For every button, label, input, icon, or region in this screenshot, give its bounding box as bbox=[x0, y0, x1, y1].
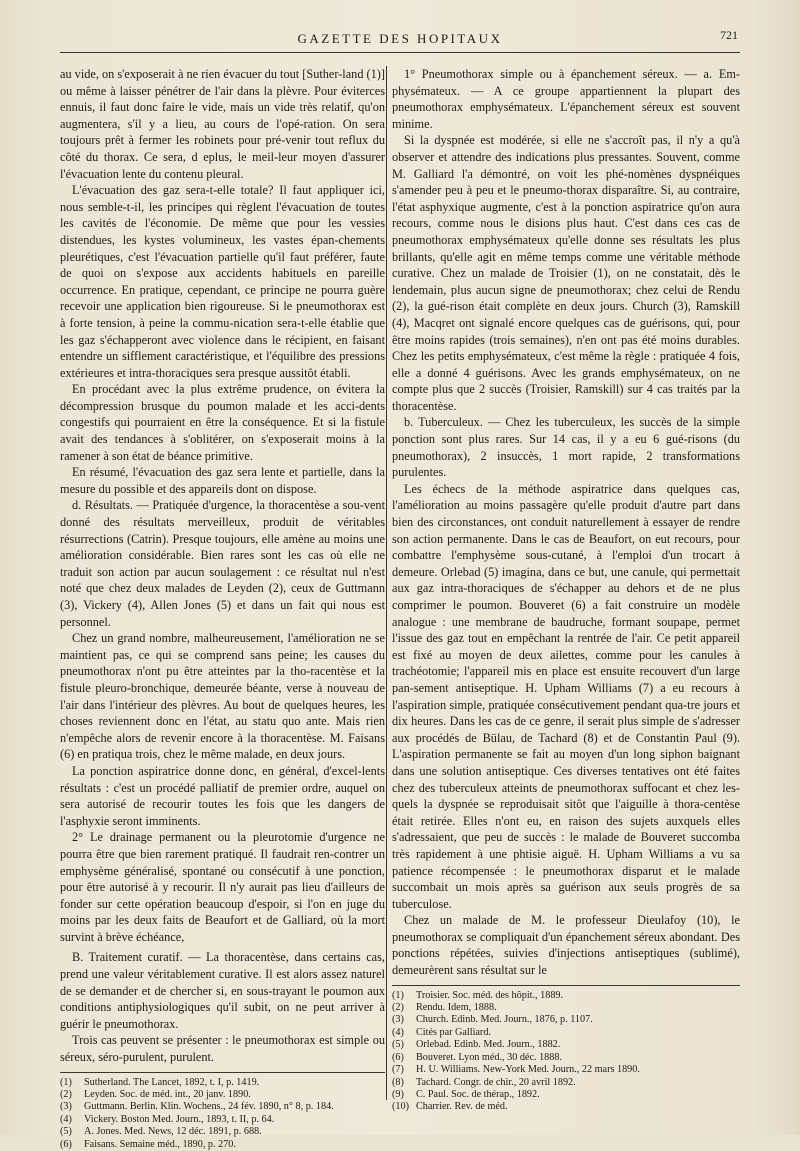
paragraph: b. Tuberculeux. — Chez les tuberculeux, les succès de la simple ponction sont plus rares. Sur 14 cas, il y a eu 6 gué-risons (du pneumothorax), 2 insuccès, 1 mort rapide, 2 transformations purulentes. bbox=[392, 415, 740, 480]
left-column bbox=[60, 66, 385, 1151]
footnote bbox=[392, 1089, 740, 1101]
paragraph: L'évacuation des gaz sera-t-elle totale? Il faut appliquer ici, nous semble-t-il, les principes qui règlent l'évacuation de toutes les cavités de l'économie. De même que pour les vessies distendues, les kystes volumineux, les vastes épan-chements pleurétiques, c'est l'évacuation partielle qu'il faut préférer, faute de quoi on s'expose aux accidents habituels en pareille occurrence. En pratique, cependant, ce principe ne pourra guère recevoir une application bien rigoureuse. Si le pneumothorax est à forte tension, à peine la commu-nication sera-t-elle établie que les gaz s'échapperont avec violence dans le récipient, en faisant entendre un sifflement caractéristique, et l'équilibre des pressions extérieures et intra-thoraciques sera presque aussitôt établi. bbox=[60, 183, 385, 380]
footnote bbox=[392, 1027, 740, 1039]
footnote-text: Rendu. Idem, 1888. bbox=[416, 1002, 497, 1014]
footnote bbox=[60, 1114, 385, 1126]
footnotes bbox=[392, 990, 740, 1114]
footnote-number: (4) bbox=[392, 1026, 404, 1038]
footnote-text: H. U. Williams. New-York Med. Journ., 22 mars 1890. bbox=[416, 1064, 640, 1076]
footnote-text: Cités par Galliard. bbox=[416, 1026, 491, 1038]
paragraph: au vide, on s'exposerait à ne rien évacuer du tout [Suther-land (1)] ou même à laisser pénétrer de l'air dans la plèvre. Pour éviterces ennuis, il faut donc faire le vide, mais un vide très relatif, qu'on augmentera, s'il y a lieu, au cours de l'opé-ration. On sera toujours prêt à fermer les robinets pour pré-venir tout reflux du côté du thorax. Ce sera, d eplus, le meil-leur moyen d'assurer l'évacuation lente du contenu pleural. bbox=[60, 67, 385, 181]
footnote-text: Vickery. Boston Med. Journ., 1893, t. II, p. 64. bbox=[84, 1113, 275, 1125]
footnote-number: (8) bbox=[392, 1076, 404, 1088]
paragraph: En procédant avec la plus extrême prudence, on évitera la décompression brusque du poumon malade et les acci-dents congestifs qui pourraient en être la conséquence. Et si la fistule avait des tendances à s'oblitérer, on s'exposerait moins à la ramener à son état de béance primitive. bbox=[60, 382, 385, 463]
paragraph: Les échecs de la méthode aspiratrice dans quelques cas, l'amélioration au moins passagère qu'elle produit d'autre part dans bien des circonstances, ont conduit naturellement à essayer de rendre son action permanente. Dans le cas de Beaufort, on eut recours, pour combattre l'emphysème sous-cutané, à l'emploi d'un trocart à demeure. Orlebad (5) imagina, dans ce but, une canule, qui permettait aux gaz intra-thoraciques de s'échapper au dehors et de ne plus comprimer le poumon. Bouveret (6) a fait construire un modèle analogue : une membrane de baudruche, formant soupape, permet l'issue des gaz tout en empêchant la rentrée de l'air. Ce petit appareil est fixé au moyen de deux ailettes, comme pour les canules à trachéotomie; l'appareil mis en place est ensuite recouvert d'un large pan-sement antiseptique. H. Upham Williams (7) a eu recours à l'aspiration simple, pratiquée consécutivement pendant qua-tre jours et dix heures. Dans les cas de ce genre, il serait plus simple de s'adresser aux procédés de Bülau, de Tachard (8) et de Constantin Paul (9). L'aspiration permanente se fait au moyen d'un long siphon baignant dans une solution antiseptique. Ces diverses tentatives ont été faites chez des tuberculeux atteints de pneumothorax suffocant et chez les-quels la dyspnée se reproduisait sitôt que l'aiguille à thora-centèse était retirée. Elles n'ont eu, en raison des sujets auxquels elles s'adressaient, que peu de succès : le malade de Bouveret succomba très rapidement à une phtisie aiguë. H. Upham Williams a vu sa patience récompensée : le pneumothorax disparut et le malade succombait un mois après sa guérison aux seuls progrès de sa tuberculose. bbox=[392, 481, 740, 911]
header-rule bbox=[60, 52, 740, 53]
column-divider bbox=[386, 66, 387, 1100]
journal-title: GAZETTE DES HOPITAUX bbox=[297, 31, 503, 46]
footnote bbox=[392, 1077, 740, 1089]
footnote-number: (2) bbox=[392, 1002, 404, 1014]
footnote bbox=[392, 1002, 740, 1014]
footnote-number: (6) bbox=[392, 1051, 404, 1063]
footnote-number: (4) bbox=[60, 1113, 72, 1125]
footnote-number: (1) bbox=[60, 1076, 72, 1088]
footnote-text: Church. Edinb. Med. Journ., 1876, p. 1107. bbox=[416, 1014, 593, 1026]
footnote-text: Orlebad. Edinb. Med. Journ., 1882. bbox=[416, 1039, 561, 1051]
footnote bbox=[60, 1126, 385, 1138]
footnote bbox=[392, 1014, 740, 1026]
footnote-number: (5) bbox=[60, 1126, 72, 1138]
paragraph: B. Traitement curatif. — La thoracentèse, dans certains cas, prend une valeur véritablement curative. Il est alors assez naturel de se demander et de chercher si, en sous-trayant le poumon aux conditions antiphysiologiques qu'il subit, on ne peut arriver à guérir le pneumothorax. bbox=[60, 950, 385, 1031]
footnote-rule bbox=[60, 1072, 385, 1073]
footnote bbox=[60, 1077, 385, 1089]
footnote-text: Faisans. Semaine méd., 1890, p. 270. bbox=[84, 1138, 236, 1150]
paragraph: Si la dyspnée est modérée, si elle ne s'accroît pas, il n'y a qu'à observer et attendre des indications plus pressantes. Souvent, comme M. Galliard l'a démontré, on voit les phé-nomènes dyspnéiques s'amender peu à peu et le pneumo-thorax disparaître. Si, au contraire, l'état asphyxique augmente, c'est à la ponction aspiratrice qu'on aura recours, comme nous le disions plus haut. C'est dans ces cas de pneumothorax emphysémateux qu'elle donne ses résultats les plus brillants, qu'elle agit en même temps comme une véritable méthode curative. Chez un malade de Troisier (1), on ne constatait, dès le lendemain, plus aucun signe de pneumothorax; chez celui de Rendu (2), la gué-rison était complète en deux jours. Church (3), Ramskill (4), Macqret ont signalé encore quelques cas de guérisons, qui, pour être moins rapides (trois semaines), n'en ont pas été moins durables. Chez les petits emphysémateux, c'est même la règle : pratiquée 4 fois, elle a donné 4 guérisons. Avec les grands emphysémateux, on ne compte plus que 2 succès (Troisier, Ramskill) sur 4 cas traités par la thoracentèse. bbox=[392, 133, 740, 413]
paragraph: En résumé, l'évacuation des gaz sera lente et partielle, dans la mesure du possible et des appareils dont on dispose. bbox=[60, 465, 385, 496]
right-column bbox=[392, 66, 740, 1114]
footnote-number: (7) bbox=[392, 1064, 404, 1076]
footnote-text: Leyden. Soc. de méd. int., 20 janv. 1890. bbox=[84, 1089, 251, 1101]
footnote-number: (9) bbox=[392, 1088, 404, 1100]
footnote-number: (5) bbox=[392, 1039, 404, 1051]
footnote bbox=[392, 990, 740, 1002]
footnote-text: A. Jones. Med. News, 12 déc. 1891, p. 688. bbox=[84, 1126, 262, 1138]
footnote bbox=[60, 1101, 385, 1113]
paragraph: d. Résultats. — Pratiquée d'urgence, la thoracentèse a sou-vent donné des résultats merveilleux, produit de véritables résurrections (Catrin). Presque toujours, elle amène au moins une amélioration considérable. Bien rares sont les cas où elle ne traduit son action par aucun soulagement : ce résultat nul n'est noté que chez deux malades de Leyden (2), ceux de Guttmann (3), Vickery (4), Allen Jones (5) et dans un fait qui nous est personnel. bbox=[60, 498, 385, 629]
footnote-text: Guttmann. Berlin. Klin. Wochens., 24 fév. 1890, n° 8, p. 184. bbox=[84, 1101, 334, 1113]
paragraph: 2° Le drainage permanent ou la pleurotomie d'urgence ne pourra être que bien rarement pratiqué. Il faudrait ren-contrer un emphysème généralisé, spontané ou consécutif à une ponction, pour être autorisé à y recourir. Il n'y aurait pas lieu d'ailleurs de fonder sur cette opération beaucoup d'espoir, si l'on en juge du moins par les deux faits de Beaufort et de Galliard, où la mort survint à brève échéance, bbox=[60, 830, 385, 944]
footnote bbox=[392, 1039, 740, 1051]
footnote-number: (2) bbox=[60, 1089, 72, 1101]
paragraph: Chez un grand nombre, malheureusement, l'amélioration ne se maintient pas, ce qui se comprend sans peine; les causes du pneumothorax n'ont pu être atteintes par la tho-racentèse et la fistule pleuro-bronchique, demeurée béante, verse à nouveau de l'air dans l'intérieur des plèvres. Au bout de quelques heures, les choses reviennent donc en l'état, au statu quo ante. Mais rien n'empêche alors de revenir encore à la thoracentèse. M. Faisans (6) en pratiqua trois, chez le même malade, en deux jours. bbox=[60, 631, 385, 762]
footnote bbox=[60, 1139, 385, 1151]
footnote-number: (3) bbox=[60, 1101, 72, 1113]
page-header bbox=[0, 28, 800, 52]
page-number: 721 bbox=[720, 28, 738, 42]
footnote bbox=[60, 1089, 385, 1101]
footnote-rule bbox=[392, 985, 740, 986]
footnote-number: (1) bbox=[392, 989, 404, 1001]
footnote-text: C. Paul. Soc. de thérap., 1892. bbox=[416, 1088, 540, 1100]
footnote bbox=[392, 1101, 740, 1113]
footnote-number: (10) bbox=[392, 1101, 409, 1113]
footnotes bbox=[60, 1077, 385, 1151]
footnote-text: Bouveret. Lyon méd., 30 déc. 1888. bbox=[416, 1051, 562, 1063]
paragraph: 1° Pneumothorax simple ou à épanchement séreux. — a. Em-physémateux. — A ce groupe appartiennent la plupart des pneumothorax emphysémateux. L'épanchement séreux est souvent minime. bbox=[392, 67, 740, 131]
footnote-text: Sutherland. The Lancet, 1892, t. I, p. 1419. bbox=[84, 1076, 260, 1088]
paragraph: Trois cas peuvent se présenter : le pneumothorax est simple ou séreux, séro-purulent, purulent. bbox=[60, 1033, 385, 1065]
footnote-number: (6) bbox=[60, 1138, 72, 1150]
paragraph: La ponction aspiratrice donne donc, en général, d'excel-lents résultats : c'est un procédé palliatif de premier ordre, auquel on sera autorisé de recourir toutes les fois que les dangers de l'asphyxie seront imminents. bbox=[60, 763, 385, 828]
footnote-number: (3) bbox=[392, 1014, 404, 1026]
footnote-text: Charrier. Rev. de méd. bbox=[416, 1101, 508, 1113]
paragraph: Chez un malade de M. le professeur Dieulafoy (10), le pneumothorax se compliquait d'un épanchement séreux abondant. Des ponctions répétées, suivies d'injections antiseptiques (sublimé), demeurèrent sans résultat sur le bbox=[392, 913, 740, 978]
footnote bbox=[392, 1052, 740, 1064]
footnote-text: Troisier. Soc. méd. des hôpit., 1889. bbox=[416, 989, 564, 1001]
footnote bbox=[392, 1064, 740, 1076]
footnote-text: Tachard. Congr. de chir., 20 avril 1892. bbox=[416, 1076, 576, 1088]
